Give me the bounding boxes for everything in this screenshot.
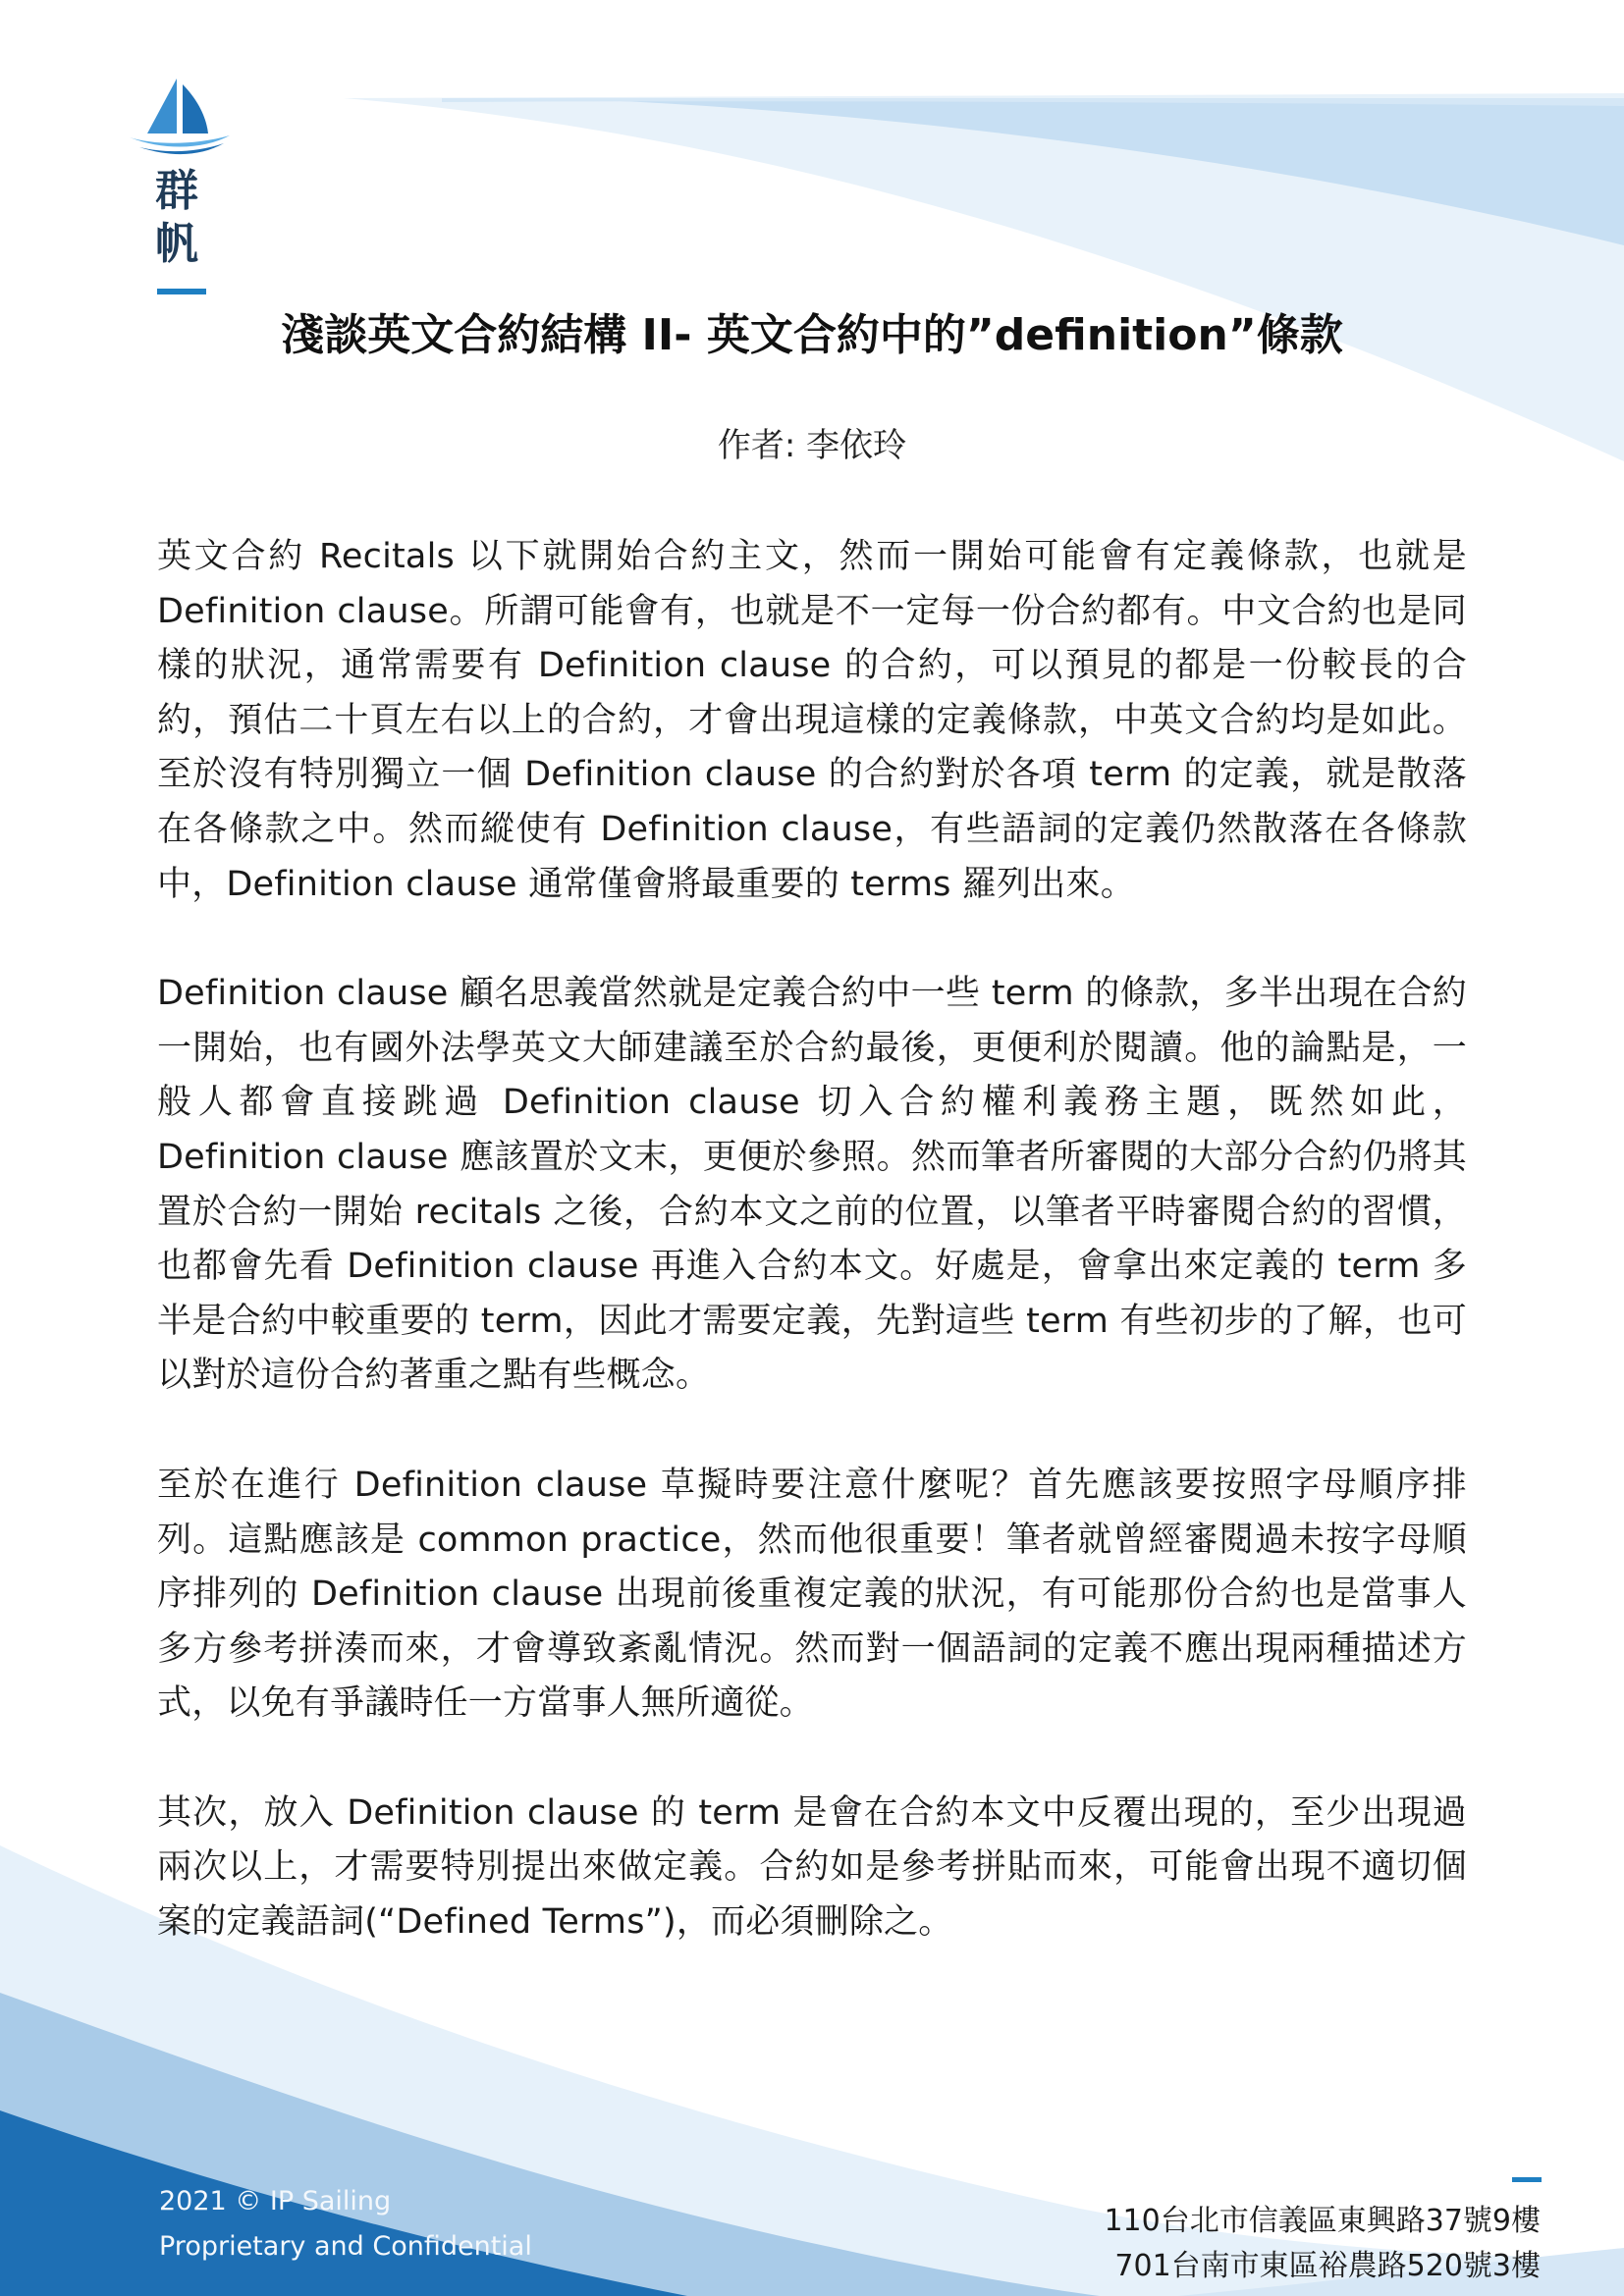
address-tainan: 701台南市東區裕農路520號3樓 [1114,2249,1541,2283]
confidential-text: Proprietary and Confidential [159,2231,532,2262]
footer-copyright-block [159,2179,532,2269]
brand-char: 群 [155,166,198,216]
address-taipei: 110台北市信義區東興路37號9樓 [1104,2204,1541,2238]
sailboat-icon [126,77,234,155]
footer-accent-mark [1512,2177,1542,2182]
article-author: 作者: 李依玲 [717,426,907,465]
paragraph: 至於在進行 Definition clause 草擬時要注意什麼呢？首先應該要按照字母順序排列。這點應該是 common practice，然而他很重要！筆者就曾經審閱過未按字母順序排列的 Definition clause 出現前後重複定義的狀況，有可能那份合約也是當事人多方參考拼湊而來，才會導致紊亂情況。然而對一個語詞的定義不應出現兩種描述方式，以免有爭議時任一方當事人無所適從。 [157,1465,1467,1724]
brand-name [155,165,214,271]
article-title: 淺談英文合約結構 II- 英文合約中的”definition”條款 [281,310,1343,360]
article-body [157,530,1467,2005]
paragraph: 英文合約 Recitals 以下就開始合約主文，然而一開始可能會有定義條款，也就是 Definition clause。所謂可能會有，也就是不一定每一份合約都有。中文合約也是同樣的狀況，通常需要有 Definition clause 的合約，可以預見的都是一份較長的合約，預估二十頁左右以上的合約，才會出現這樣的定義條款，中英文合約均是如此。至於沒有特別獨立一個 Definition clause 的合約對於各項 term 的定義，就是散落在各條款之中。然而縱使有 Definition clause，有些語詞的定義仍然散落在各條款中，Definition clause 通常僅會將最重要的 terms 羅列出來。 [157,537,1467,904]
copyright-text: 2021 © IP Sailing [159,2186,392,2216]
paragraph: 其次，放入 Definition clause 的 term 是會在合約本文中反覆出現的，至少出現過兩次以上，才需要特別提出來做定義。合約如是參考拼貼而來，可能會出現不適切個案的定義語詞(“Defined Terms”)，而必須刪除之。 [157,1792,1467,1943]
brand-underline [157,289,206,294]
paragraph: Definition clause 顧名思義當然就是定義合約中一些 term 的條款，多半出現在合約一開始，也有國外法學英文大師建議至於合約最後，更便利於閱讀。他的論點是，一般人都會直接跳過 Definition clause 切入合約權利義務主題，既然如此，Definition clause 應該置於文末，更便於參照。然而筆者所審閱的大部分合約仍將其置於合約一開始 recitals 之後，合約本文之前的位置，以筆者平時審閱合約的習慣，也都會先看 Definition clause 再進入合約本文。好處是，會拿出來定義的 term 多半是合約中較重要的 term，因此才需要定義，先對這些 term 有些初步的了解，也可以對於這份合約著重之點有些概念。 [157,974,1467,1396]
footer-address-block [1104,2199,1541,2289]
brand-char: 帆 [155,219,198,269]
